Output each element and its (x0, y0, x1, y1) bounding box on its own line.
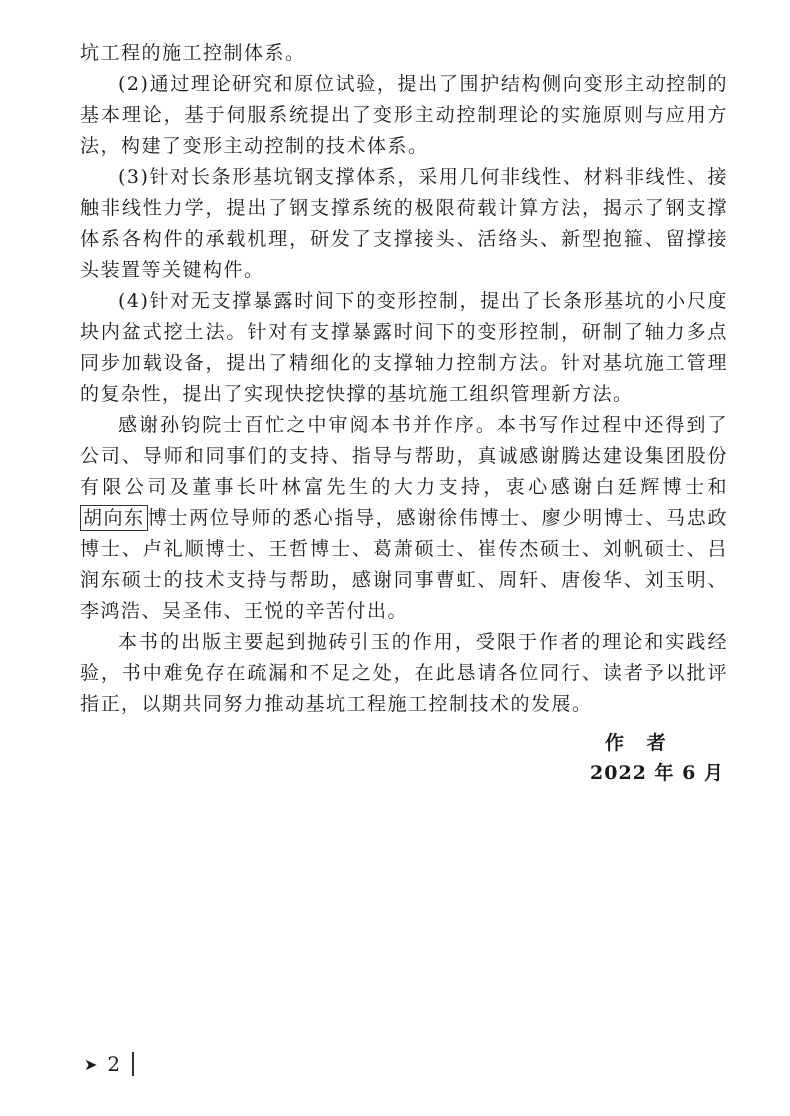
page-footer (84, 1051, 134, 1077)
paragraph-item-2: (2)通过理论研究和原位试验，提出了围护结构侧向变形主动控制的基本理论，基于伺服系统提出了变形主动控制理论的实施原则与应用方法，构建了变形主动控制的技术体系。 (80, 73, 728, 157)
boxed-name: 胡向东 (80, 505, 148, 531)
ack-text-before: 感谢孙钧院士百忙之中审阅本书并作序。本书写作过程中还得到了公司、导师和同事们的支持、指导与帮助，真诚感谢腾达建设集团股份有限公司及董事长叶林富先生的大力支持，衷心感谢白廷辉博士和 (80, 414, 728, 498)
paragraph-continued: 坑工程的施工控制体系。 (80, 42, 306, 64)
footer-divider (132, 1052, 134, 1076)
paragraph-item-4: (4)针对无支撑暴露时间下的变形控制，提出了长条形基坑的小尺度块内盆式挖土法。针对有支撑暴露时间下的变形控制，研制了轴力多点同步加载设备，提出了精细化的支撑轴力控制方法。针对基坑施工管理的复杂性，提出了实现快挖快撑的基坑施工组织管理新方法。 (80, 290, 728, 405)
paragraph-item-3: (3)针对长条形基坑钢支撑体系，采用几何非线性、材料非线性、接触非线性力学，提出了钢支撑系统的极限荷载计算方法，揭示了钢支撑体系各构件的承载机理，研发了支撑接头、活络头、新型抱箍、留撑接头装置等关键构件。 (80, 166, 728, 281)
ack-text-after: 博士两位导师的悉心指导，感谢徐伟博士、廖少明博士、马忠政博士、卢礼顺博士、王哲博士、葛萧硕士、崔传杰硕士、刘帆硕士、吕润东硕士的技术支持与帮助，感谢同事曹虹、周轩、唐俊华、刘玉明、李鸿浩、吴圣伟、王悦的辛苦付出。 (80, 507, 728, 622)
arrow-right-icon: ➤ (84, 1054, 98, 1074)
paragraph-acknowledgements (80, 410, 728, 627)
preface-body (80, 38, 728, 720)
page-number: 2 (107, 1052, 121, 1076)
signature-date: 2022 年 6 月 (590, 762, 724, 784)
paragraph-closing: 本书的出版主要起到抛砖引玉的作用，受限于作者的理论和实践经验，书中难免存在疏漏和不足之处，在此恳请各位同行、读者予以批评指正，以期共同努力推动基坑工程施工控制技术的发展。 (80, 631, 728, 715)
signature-author: 作 者 (605, 732, 674, 754)
